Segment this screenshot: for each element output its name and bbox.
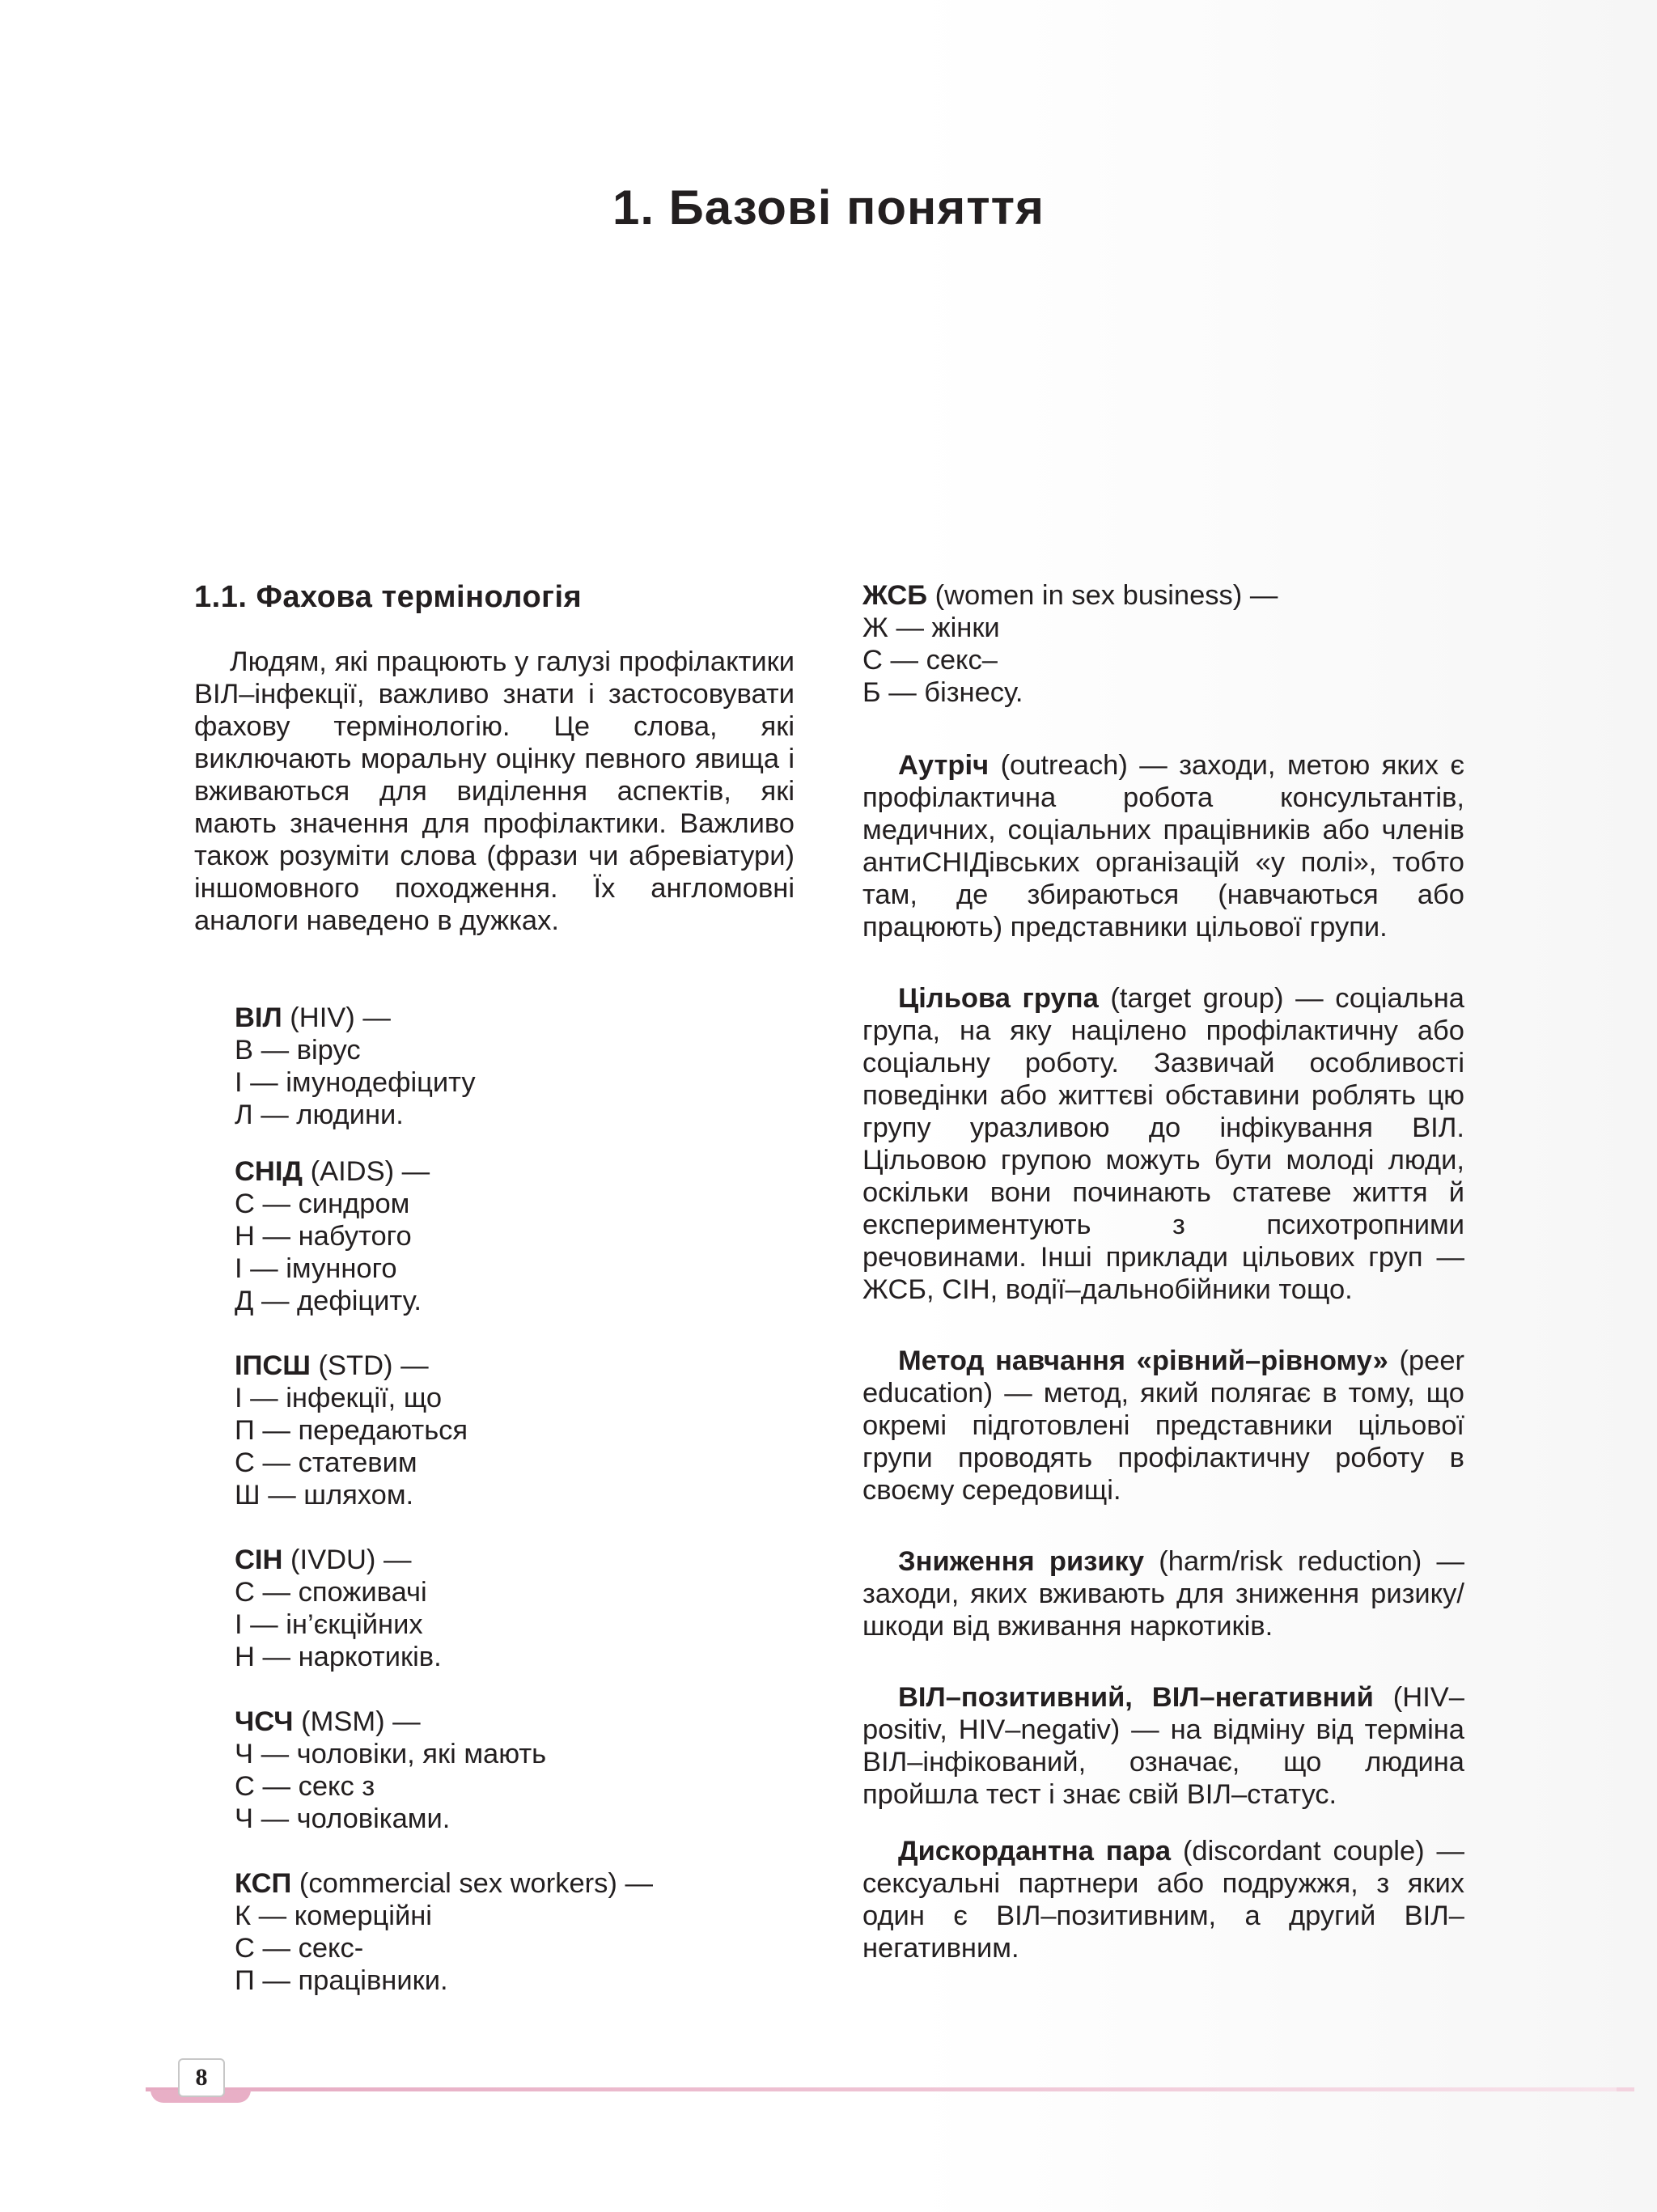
intro-paragraph: Людям, які працюють у галузі профілактики ВІЛ–інфекції, важливо знати і застосовувати фахову термінологію. Це слова, які виключають моральну оцінку певного явища і вживаються для виділення аспектів, які мають значення для профілактики. Важливо також розуміти слова (фрази чи абревіатури) іншомовного походження. Їх англомовні аналоги наведено в дужках. [194,646,795,936]
abbreviation-translation: (HIV) — [282,1002,391,1033]
abbreviation-line: Б — бізнесу. [862,677,1023,708]
abbreviation-line: П — працівники. [235,1965,448,1996]
abbreviation-term: СНІД [235,1156,303,1187]
section-heading: 1.1. Фахова термінологія [194,580,583,614]
abbreviation-translation: (IVDU) — [282,1545,412,1575]
abbreviation-translation: (women in sex business) — [927,580,1278,611]
glossary-definition: (harm/risk reduction) — заходи, яких вживають для зниження ризику/шкоди від вживання наркотиків. [862,1546,1465,1642]
abbreviation-line: С — статевим [235,1447,417,1478]
abbreviation-line: І — інфекції, що [235,1383,443,1413]
glossary-definition: (discordant couple) — сексуальні партнери або подружжя, з яких один є ВІЛ–позитивним, а другий ВІЛ–негативним. [862,1836,1464,1964]
abbreviation-line: Ч — чоловіки, які мають [235,1739,547,1769]
abbreviation-msm [235,1706,795,1835]
abbreviation-line: Н — наркотиків. [235,1642,442,1672]
abbreviation-term: ВІЛ [235,1002,282,1033]
abbreviation-translation: (AIDS) — [303,1156,430,1187]
glossary-entry-target-group [862,982,1464,1306]
abbreviation-line: П — передаються [235,1415,468,1446]
abbreviation-translation: (STD) — [310,1350,429,1381]
abbreviation-line: С — секс– [862,645,998,676]
glossary-entry-hiv-status [862,1681,1464,1811]
abbreviation-ivdu [235,1544,795,1673]
glossary-term: Цільова група [898,983,1099,1014]
abbreviation-wsb [862,579,1464,709]
abbreviation-line: Н — набутого [235,1221,412,1252]
abbreviation-translation: (MSM) — [293,1706,421,1737]
glossary-entry-outreach [862,749,1464,943]
glossary-definition: (target group) — соціальна група, на яку націлено профілактичну або соціальну роботу. Зазвичай особливості поведінки або життєві обставини роблять цю групу уразливою до інфікування ВІЛ. Цільовою групою можуть бути молоді люди, оскільки вони починають статеве життя й експериментують з психотропними речовинами. Інші приклади цільових груп — ЖСБ, СІН, водії–дальнобійники тощо. [862,983,1464,1305]
footer-rule-tail [1617,2087,1634,2091]
abbreviation-line: Л — людини. [235,1100,404,1130]
abbreviation-line: С — споживачі [235,1577,427,1608]
glossary-entry-discordant-couple [862,1835,1464,1964]
abbreviation-csw [235,1867,795,1997]
abbreviation-term: СІН [235,1545,283,1575]
abbreviation-list [194,1002,795,1997]
abbreviation-line: С — синдром [235,1189,410,1219]
glossary-term: Аутріч [898,750,990,781]
glossary-entry-harm-reduction [862,1545,1464,1642]
abbreviation-line: Ш — шляхом. [235,1480,414,1511]
abbreviation-aids [235,1155,795,1317]
abbreviation-line: Ж — жінки [862,612,1000,643]
abbreviation-line: І — ін’єкційних [235,1609,423,1640]
abbreviation-std [235,1350,795,1511]
glossary-term: Метод навчання «рівний–рівному» [898,1345,1388,1376]
abbreviation-term: ЖСБ [862,580,928,611]
abbreviation-hiv [235,1002,795,1131]
page-number: 8 [178,2058,225,2097]
abbreviation-line: І — імунного [235,1253,397,1284]
glossary-definition: (HIV–positiv, HIV–negativ) — на відміну від терміна ВІЛ–інфікований, означає, що людина пройшла тест і знає свій ВІЛ–статус. [862,1682,1464,1810]
abbreviation-line: І — імунодефіциту [235,1067,476,1098]
glossary-term: Дискордантна пара [898,1836,1172,1867]
footer-rule [146,2087,1617,2091]
abbreviation-term: КСП [235,1868,292,1899]
chapter-title: 1. Базові поняття [612,180,1045,235]
abbreviation-term: ЧСЧ [235,1706,294,1737]
glossary-entry-peer-education [862,1345,1464,1506]
abbreviation-line: К — комерційні [235,1901,432,1931]
glossary-term: Зниження ризику [898,1546,1145,1577]
glossary-definition: (outreach) — заходи, метою яких є профілактична робота консультантів, медичних, соціальних працівників або членів антиСНІДівських організацій «у полі», тобто там, де збираються (навчаються або працюють) представники цільової групи. [862,750,1464,943]
abbreviation-translation: (commercial sex workers) — [291,1868,653,1899]
abbreviation-line: Д — дефіциту. [235,1286,422,1316]
abbreviation-line: С — секс- [235,1933,364,1964]
abbreviation-term: ІПСШ [235,1350,311,1381]
glossary-definition: (peer education) — метод, який полягає в тому, що окремі підготовлені представники цільової групи проводять профілактичну роботу в своєму середовищі. [862,1345,1465,1506]
abbreviation-line: Ч — чоловіками. [235,1803,451,1834]
left-column [194,579,795,1997]
abbreviation-line: В — вірус [235,1035,361,1066]
glossary-term: ВІЛ–позитивний, ВІЛ–негативний [898,1682,1374,1713]
abbreviation-line: С — секс з [235,1771,375,1802]
right-column [862,579,1464,1964]
